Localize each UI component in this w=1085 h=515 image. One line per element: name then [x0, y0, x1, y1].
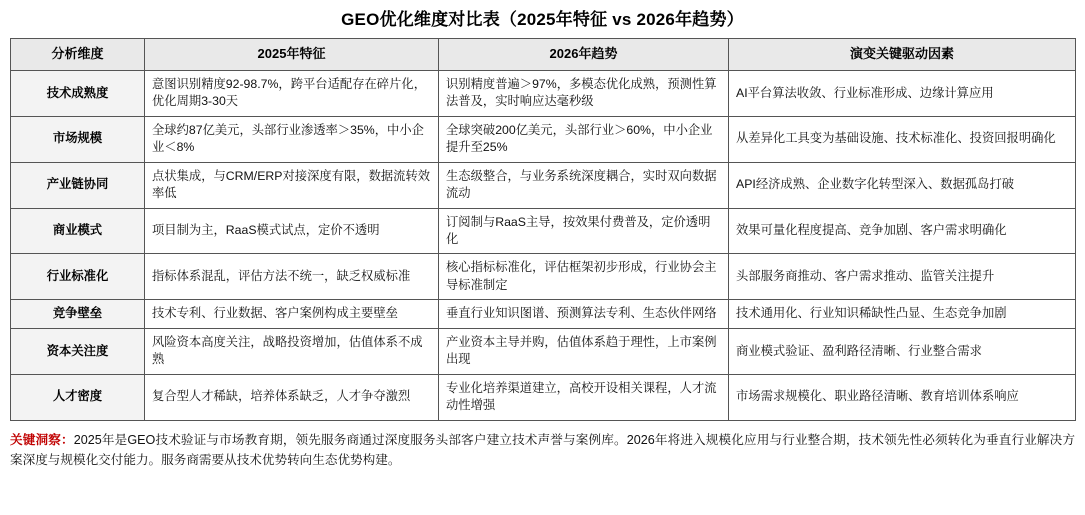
row-drivers-cell: 效果可量化程度提高、竞争加剧、客户需求明确化 — [729, 208, 1076, 254]
row-2025-cell: 技术专利、行业数据、客户案例构成主要壁垒 — [145, 300, 439, 328]
row-2026-cell: 专业化培养渠道建立，高校开设相关课程，人才流动性增强 — [439, 374, 729, 420]
row-dimension-label: 市场规模 — [11, 116, 145, 162]
key-insight-block — [10, 430, 1075, 470]
row-dimension-label: 竞争壁垒 — [11, 300, 145, 328]
row-2025-cell: 点状集成，与CRM/ERP对接深度有限，数据流转效率低 — [145, 162, 439, 208]
row-2026-cell: 全球突破200亿美元，头部行业＞60%，中小企业提升至25% — [439, 116, 729, 162]
row-dimension-label: 人才密度 — [11, 374, 145, 420]
row-2026-cell: 核心指标标准化，评估框架初步形成，行业协会主导标准制定 — [439, 254, 729, 300]
row-2026-cell: 垂直行业知识图谱、预测算法专利、生态伙伴网络 — [439, 300, 729, 328]
key-insight-text: 2025年是GEO技术验证与市场教育期，领先服务商通过深度服务头部客户建立技术声誉与案例库。2026年将进入规模化应用与行业整合期，技术领先性必须转化为垂直行业解决方案深度与规模化交付能力。服务商需要从技术优势转向生态优势构建。 — [10, 432, 1075, 467]
row-2026-cell: 识别精度普遍＞97%，多模态优化成熟，预测性算法普及，实时响应达毫秒级 — [439, 70, 729, 116]
row-dimension-label: 资本关注度 — [11, 328, 145, 374]
row-drivers-cell: 头部服务商推动、客户需求推动、监管关注提升 — [729, 254, 1076, 300]
row-drivers-cell: 技术通用化、行业知识稀缺性凸显、生态竞争加剧 — [729, 300, 1076, 328]
table-row — [11, 70, 1076, 116]
row-dimension-label: 技术成熟度 — [11, 70, 145, 116]
table-row — [11, 328, 1076, 374]
row-2026-cell: 生态级整合，与业务系统深度耦合，实时双向数据流动 — [439, 162, 729, 208]
row-dimension-label: 产业链协同 — [11, 162, 145, 208]
table-header-row — [11, 39, 1076, 70]
column-header-drivers: 演变关键驱动因素 — [729, 39, 1076, 70]
row-drivers-cell: 市场需求规模化、职业路径清晰、教育培训体系响应 — [729, 374, 1076, 420]
row-dimension-label: 商业模式 — [11, 208, 145, 254]
row-dimension-label: 行业标准化 — [11, 254, 145, 300]
row-2025-cell: 项目制为主，RaaS模式试点，定价不透明 — [145, 208, 439, 254]
table-row — [11, 300, 1076, 328]
page-title: GEO优化维度对比表（2025年特征 vs 2026年趋势） — [341, 10, 744, 29]
row-2026-cell: 订阅制与RaaS主导，按效果付费普及，定价透明化 — [439, 208, 729, 254]
row-2025-cell: 全球约87亿美元，头部行业渗透率＞35%，中小企业＜8% — [145, 116, 439, 162]
row-drivers-cell: 商业模式验证、盈利路径清晰、行业整合需求 — [729, 328, 1076, 374]
column-header-2025: 2025年特征 — [145, 39, 439, 70]
row-drivers-cell: API经济成熟、企业数字化转型深入、数据孤岛打破 — [729, 162, 1076, 208]
key-insight-label: 关键洞察： — [10, 432, 74, 447]
column-header-2026: 2026年趋势 — [439, 39, 729, 70]
table-row — [11, 254, 1076, 300]
table-row — [11, 162, 1076, 208]
row-2025-cell: 意图识别精度92-98.7%，跨平台适配存在碎片化，优化周期3-30天 — [145, 70, 439, 116]
row-2026-cell: 产业资本主导并购，估值体系趋于理性，上市案例出现 — [439, 328, 729, 374]
table-row — [11, 116, 1076, 162]
row-drivers-cell: AI平台算法收敛、行业标准形成、边缘计算应用 — [729, 70, 1076, 116]
row-2025-cell: 复合型人才稀缺，培养体系缺乏，人才争夺激烈 — [145, 374, 439, 420]
table-body — [11, 70, 1076, 420]
table-head — [11, 39, 1076, 70]
table-row — [11, 208, 1076, 254]
table-row — [11, 374, 1076, 420]
row-drivers-cell: 从差异化工具变为基础设施、技术标准化、投资回报明确化 — [729, 116, 1076, 162]
column-header-dimension: 分析维度 — [11, 39, 145, 70]
row-2025-cell: 指标体系混乱，评估方法不统一，缺乏权威标准 — [145, 254, 439, 300]
row-2025-cell: 风险资本高度关注，战略投资增加，估值体系不成熟 — [145, 328, 439, 374]
comparison-table — [10, 38, 1076, 420]
